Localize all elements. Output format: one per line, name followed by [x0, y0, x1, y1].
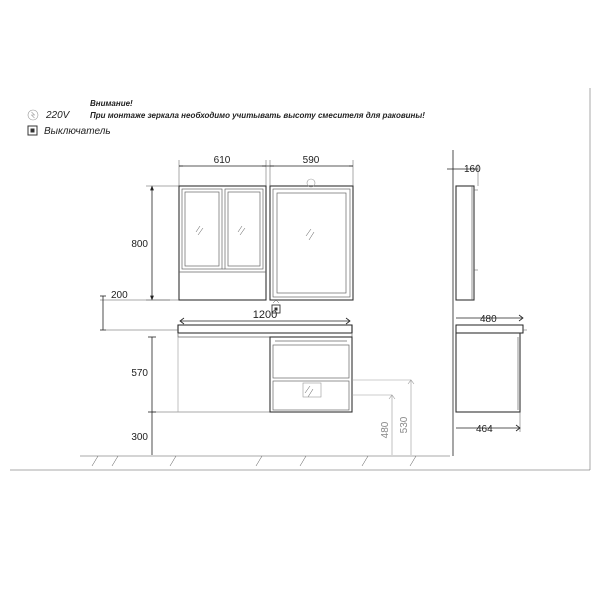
- mirror-cabinet-left: [179, 186, 266, 300]
- switch-legend-label: Выключатель: [44, 126, 111, 137]
- cabinet-height-label: 570: [131, 368, 148, 379]
- power-outlet-icon: [28, 110, 38, 120]
- height-480-label: 480: [380, 421, 391, 439]
- mirror-left-width-label: 610: [213, 155, 231, 166]
- floor-line: [10, 456, 590, 470]
- mirror-height-label: 800: [131, 239, 148, 250]
- side-countertop: [456, 325, 527, 333]
- attention-note: Внимание!: [90, 99, 133, 108]
- side-mirror-cabinet: [456, 186, 478, 300]
- floor-clearance-label: 300: [131, 432, 148, 443]
- voltage-label: 220V: [46, 110, 70, 121]
- side-depth-counter-label: 480: [480, 314, 497, 325]
- mount-warning-note: При монтаже зеркала необходимо учитывать высоту смесителя для раковины!: [90, 111, 425, 120]
- mirror-cabinet-right: [270, 179, 353, 300]
- side-depth-top-label: 160: [464, 164, 481, 175]
- side-depth-cabinet-label: 464: [476, 424, 493, 435]
- countertop: [103, 325, 352, 337]
- side-cabinet: [456, 333, 520, 412]
- top-width-label: 1200: [252, 309, 278, 321]
- mirror-offset-label: 200: [111, 290, 128, 301]
- mirror-right-width-label: 590: [302, 155, 320, 166]
- switch-icon: [28, 126, 37, 135]
- drawer-cabinet: [270, 337, 352, 412]
- height-530-label: 530: [399, 416, 410, 434]
